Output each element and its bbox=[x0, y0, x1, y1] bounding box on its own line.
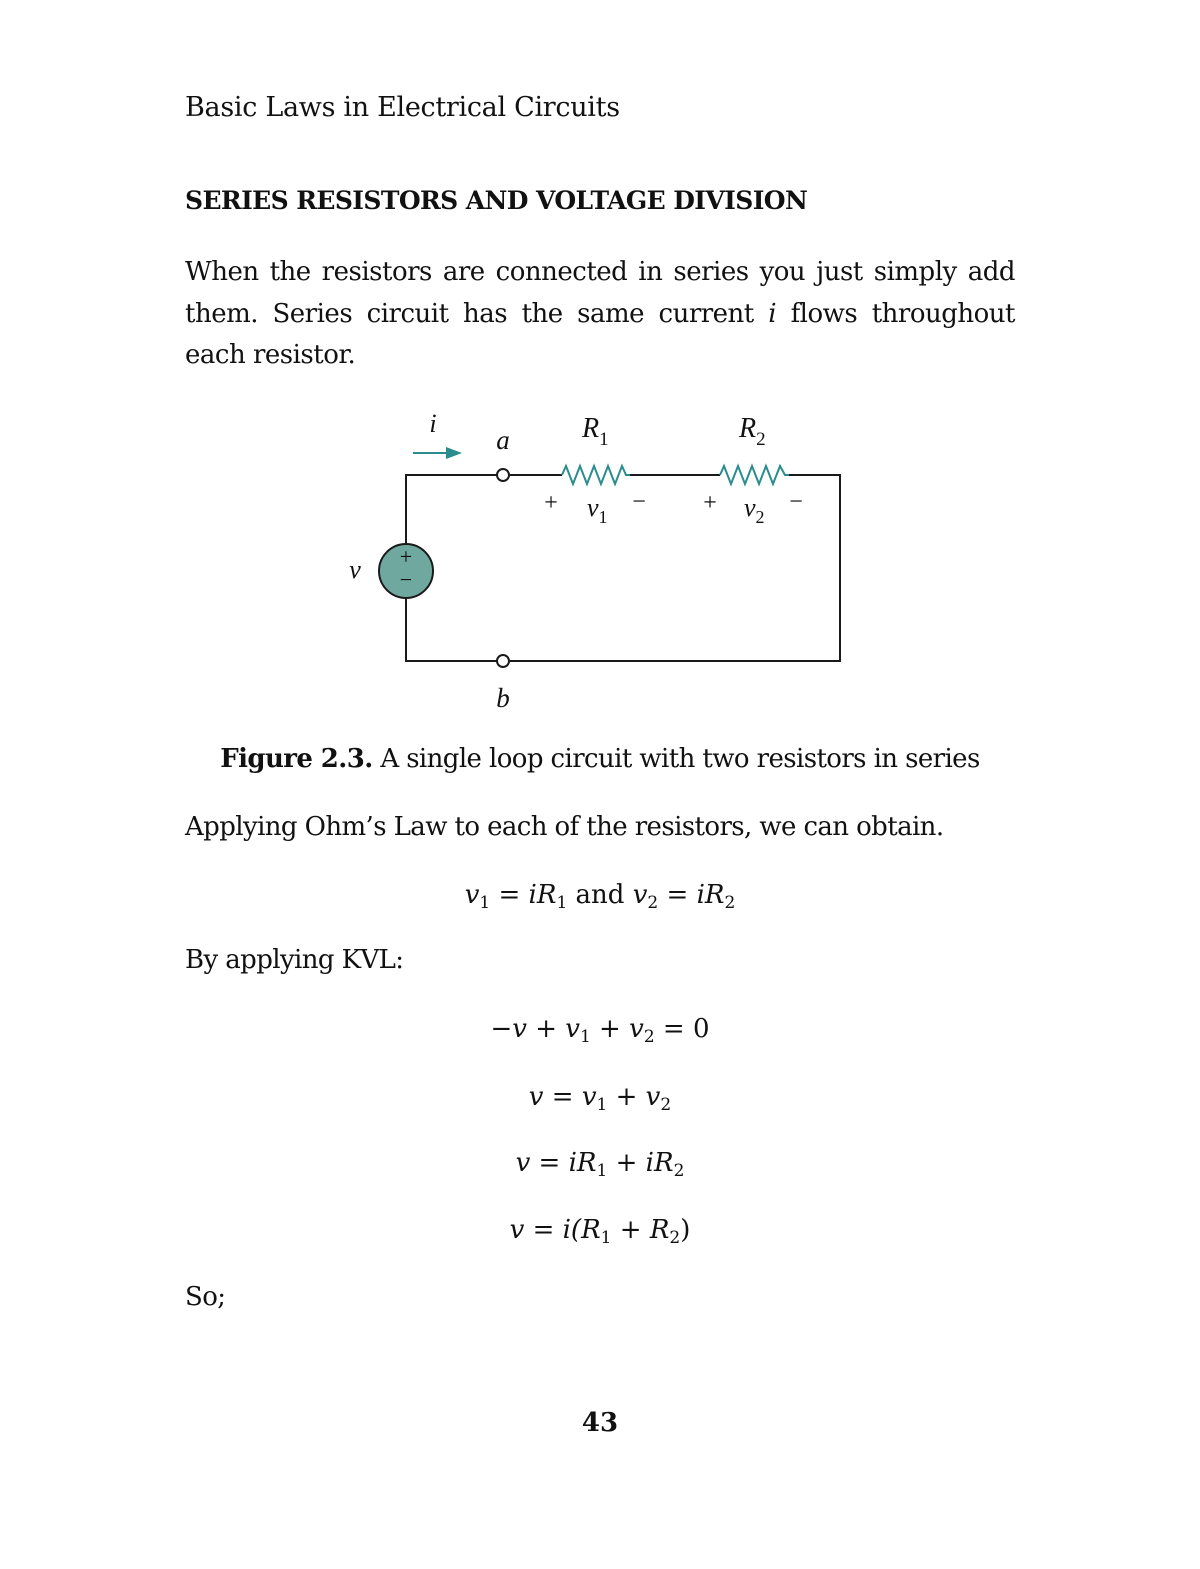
r2-symbol: R bbox=[739, 413, 757, 444]
page-number: 43 bbox=[581, 1408, 619, 1438]
eq-subscript: 1 bbox=[600, 1228, 612, 1248]
eq-subscript: 2 bbox=[669, 1228, 681, 1248]
so-text: So; bbox=[185, 1282, 226, 1312]
v2-plus: + bbox=[703, 490, 717, 516]
intro-text-part1: When the resistors are connected in series you just simply add them. Series circuit has the same current bbox=[185, 257, 1015, 329]
eq-subscript: 1 bbox=[579, 1027, 591, 1047]
v1-label bbox=[587, 493, 608, 527]
r1-subscript: 1 bbox=[599, 429, 609, 450]
running-header: Basic Laws in Electrical Circuits bbox=[185, 92, 620, 123]
ohm-law-text: Applying Ohm’s Law to each of the resistors, we can obtain. bbox=[185, 812, 944, 842]
ohm-law-equation bbox=[185, 880, 1015, 913]
node-a-label: a bbox=[496, 425, 510, 455]
eq-subscript: 1 bbox=[556, 893, 568, 913]
eq-term: v bbox=[645, 1082, 661, 1112]
eq-term: v bbox=[632, 880, 648, 910]
eq-operator: = bbox=[658, 880, 697, 910]
r2-subscript: 2 bbox=[756, 429, 766, 450]
current-arrow-icon bbox=[413, 447, 462, 459]
v1-symbol: v bbox=[587, 493, 599, 522]
eq-term: R bbox=[581, 1215, 601, 1245]
eq-operator: = bbox=[490, 880, 529, 910]
v2-minus: − bbox=[789, 489, 803, 515]
circuit-wires bbox=[406, 475, 840, 661]
source-label: v bbox=[349, 555, 361, 584]
eq-subscript: 1 bbox=[596, 1161, 608, 1181]
eq-term: iR bbox=[528, 880, 557, 910]
eq-operator: + bbox=[590, 1014, 630, 1044]
v1-minus: − bbox=[632, 489, 646, 515]
eq-subscript: 1 bbox=[479, 893, 491, 913]
eq-term: v bbox=[464, 880, 480, 910]
eq-subscript: 2 bbox=[724, 893, 736, 913]
eq-term: R bbox=[649, 1215, 670, 1245]
eq-term: v bbox=[581, 1082, 597, 1112]
eq-operator: = 0 bbox=[654, 1014, 710, 1044]
current-label: i bbox=[429, 409, 437, 438]
source-plus: + bbox=[399, 544, 413, 569]
eq-subscript: 2 bbox=[643, 1027, 655, 1047]
eq-operator: ) bbox=[680, 1215, 691, 1245]
v2-symbol: v bbox=[744, 493, 756, 522]
kvl-equation-1 bbox=[185, 1014, 1015, 1047]
eq-term: v = i( bbox=[509, 1215, 582, 1245]
kvl-equation-3 bbox=[185, 1148, 1015, 1181]
wire-top-left bbox=[406, 475, 497, 546]
terminal-b bbox=[497, 655, 509, 667]
eq-term: iR bbox=[645, 1148, 674, 1178]
eq-term: iR bbox=[696, 880, 725, 910]
r1-label bbox=[581, 413, 609, 450]
intro-current-var: i bbox=[768, 298, 777, 329]
node-b-label: b bbox=[496, 683, 510, 713]
figure-caption bbox=[185, 744, 1015, 774]
eq-operator: + bbox=[607, 1148, 646, 1178]
terminal-a bbox=[497, 469, 509, 481]
source-minus: − bbox=[399, 567, 413, 592]
v2-label bbox=[744, 493, 765, 527]
eq-term: −v + bbox=[490, 1014, 566, 1044]
eq-subscript: 1 bbox=[596, 1095, 608, 1115]
eq-and-text: and bbox=[567, 880, 633, 910]
series-circuit-diagram bbox=[0, 0, 1200, 740]
eq-term: v bbox=[565, 1014, 580, 1044]
r1-symbol: R bbox=[582, 413, 600, 444]
eq-operator: + bbox=[611, 1215, 650, 1245]
eq-term: v bbox=[629, 1014, 644, 1044]
r2-label bbox=[738, 413, 766, 450]
figure-caption-text: A single loop circuit with two resistors in series bbox=[372, 744, 980, 774]
v2-subscript: 2 bbox=[755, 507, 765, 527]
eq-operator: + bbox=[607, 1082, 646, 1112]
kvl-text: By applying KVL: bbox=[185, 945, 404, 975]
figure-caption-number: Figure 2.3. bbox=[220, 744, 373, 774]
eq-subscript: 2 bbox=[660, 1095, 672, 1115]
v1-subscript: 1 bbox=[598, 507, 608, 527]
eq-term: v = bbox=[515, 1148, 569, 1178]
kvl-equation-2 bbox=[185, 1082, 1015, 1115]
section-heading: SERIES RESISTORS AND VOLTAGE DIVISION bbox=[185, 186, 808, 215]
eq-term: v = bbox=[528, 1082, 582, 1112]
intro-text-part2: flows throughout each resistor. bbox=[185, 298, 1015, 370]
v1-plus: + bbox=[544, 490, 558, 516]
eq-term: iR bbox=[568, 1148, 597, 1178]
kvl-equation-4 bbox=[185, 1215, 1015, 1248]
resistor-r1 bbox=[562, 466, 630, 484]
resistor-r2 bbox=[720, 466, 789, 484]
eq-subscript: 2 bbox=[673, 1161, 685, 1181]
eq-subscript: 2 bbox=[647, 893, 659, 913]
wire-bottom-left bbox=[406, 598, 497, 661]
